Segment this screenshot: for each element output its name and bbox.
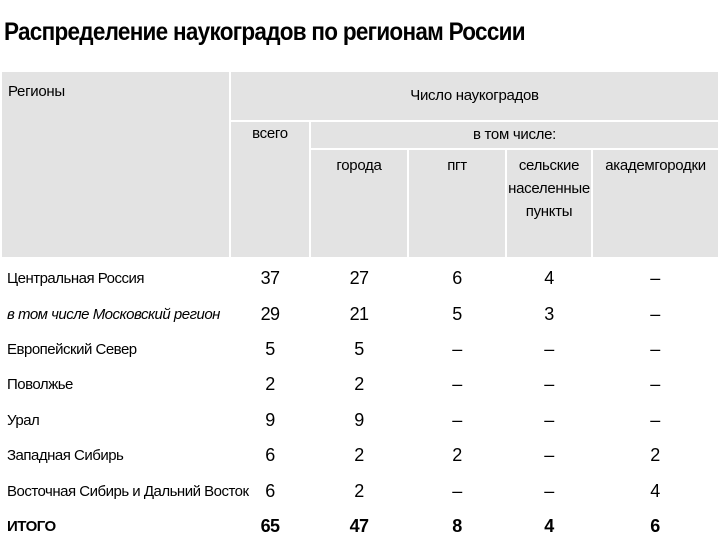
total-value: 29: [260, 303, 280, 324]
rural-value: –: [544, 338, 554, 359]
header-including: в том числе:: [310, 121, 718, 149]
akadem-value: –: [650, 374, 660, 395]
akadem-value: 6: [650, 515, 660, 536]
regions-table-frame: [2, 72, 718, 540]
rural-value: 3: [544, 303, 554, 324]
region-name: Центральная Россия: [7, 270, 144, 288]
akadem-value: –: [650, 338, 660, 359]
table-row: [2, 403, 718, 438]
header-regions: Регионы: [2, 72, 230, 261]
total-value: 6: [265, 480, 275, 501]
pgt-value: 5: [452, 303, 462, 324]
total-value: 65: [260, 515, 280, 536]
pgt-value: 6: [452, 268, 462, 289]
table-row: [2, 438, 718, 473]
header-urban-settlements: пгт: [408, 149, 506, 261]
pgt-value: 8: [452, 515, 462, 536]
rural-value: –: [544, 374, 554, 395]
cities-value: 47: [349, 515, 369, 536]
header-total: всего: [230, 121, 310, 261]
region-name: Поволжье: [7, 376, 73, 394]
cities-value: 2: [354, 374, 364, 395]
cities-value: 9: [354, 409, 364, 430]
akadem-value: –: [650, 303, 660, 324]
table-row: [2, 296, 718, 331]
akadem-value: –: [650, 268, 660, 289]
table-row: [2, 261, 718, 296]
region-name: Восточная Сибирь и Дальний Восток: [7, 482, 249, 500]
pgt-value: –: [452, 409, 462, 430]
header-rural-label: сельские населенные пункты: [508, 157, 590, 220]
pgt-value: 2: [452, 445, 462, 466]
region-name: Европейский Север: [7, 340, 137, 358]
table-row: [2, 367, 718, 402]
rural-value: –: [544, 445, 554, 466]
total-value: 5: [265, 338, 275, 359]
rural-value: 4: [544, 515, 554, 536]
region-name: ИТОГО: [7, 517, 56, 535]
header-akademgorodki: академгородки: [605, 157, 706, 174]
table-row-total: [2, 509, 718, 544]
pgt-value: –: [452, 480, 462, 501]
region-name: Западная Сибирь: [7, 447, 124, 465]
rural-value: 4: [544, 268, 554, 289]
cities-value: 2: [354, 445, 364, 466]
pgt-value: –: [452, 338, 462, 359]
page-title: Распределение наукоградов по регионам России: [4, 18, 525, 46]
total-value: 9: [265, 409, 275, 430]
header-rural-settlements: [506, 149, 592, 261]
total-value: 37: [260, 268, 280, 289]
total-value: 6: [265, 445, 275, 466]
total-value: 2: [265, 374, 275, 395]
cities-value: 5: [354, 338, 364, 359]
table-row: [2, 332, 718, 367]
regions-table: [2, 72, 718, 544]
akadem-value: 4: [650, 480, 660, 501]
rural-value: –: [544, 480, 554, 501]
cities-value: 21: [349, 303, 369, 324]
table-row: [2, 473, 718, 508]
region-name: Урал: [7, 411, 40, 429]
header-cities: города: [310, 149, 408, 261]
cities-value: 2: [354, 480, 364, 501]
region-name: в том числе Московский регион: [7, 305, 220, 323]
cities-value: 27: [349, 268, 369, 289]
header-scitown-count: Число наукоградов: [230, 72, 718, 121]
rural-value: –: [544, 409, 554, 430]
pgt-value: –: [452, 374, 462, 395]
akadem-value: –: [650, 409, 660, 430]
akadem-value: 2: [650, 445, 660, 466]
